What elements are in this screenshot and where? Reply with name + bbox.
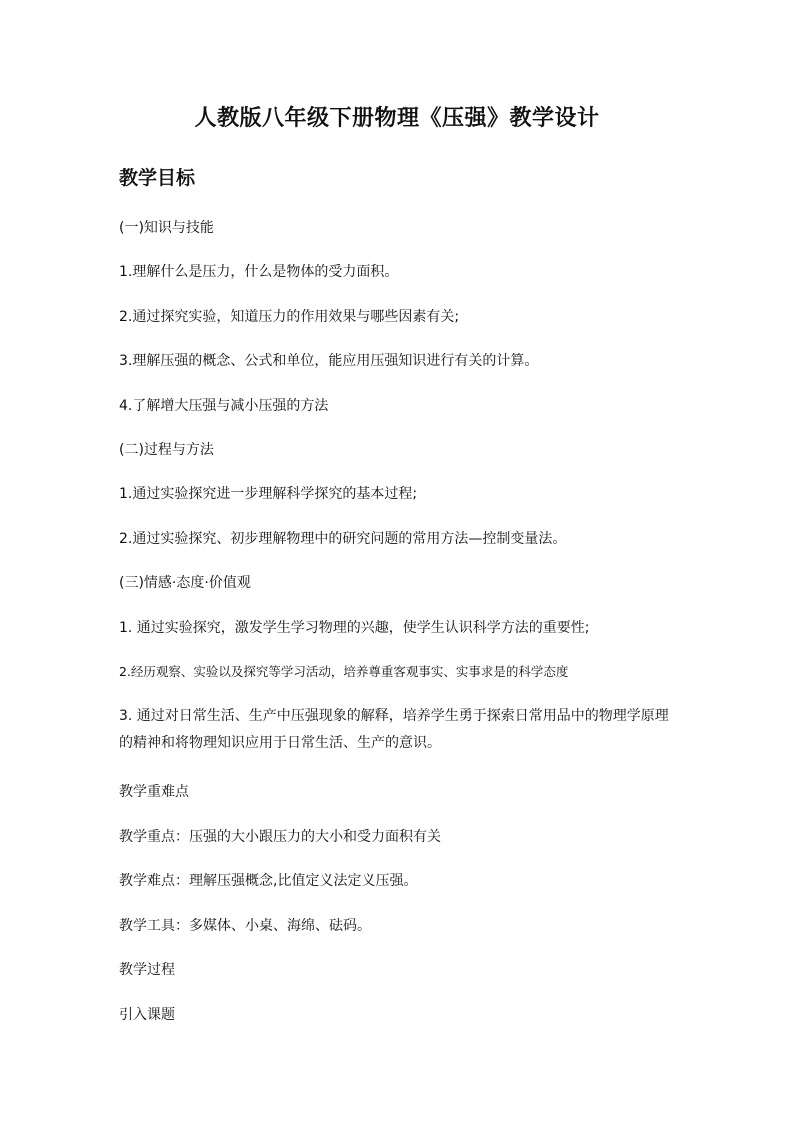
paragraph-line: 1.通过实验探究进一步理解科学探究的基本过程; <box>119 486 418 502</box>
paragraph-line: 教学难点：理解压强概念,比值定义法定义压强。 <box>119 873 418 889</box>
document-title: 人教版八年级下册物理《压强》教学设计 <box>194 105 600 131</box>
paragraph-line: 1. 通过实验探究，激发学生学习物理的兴趣，使学生认识科学方法的重要性; <box>119 620 590 636</box>
paragraph-line: 教学工具：多媒体、小桌、海绵、砝码。 <box>119 918 371 934</box>
subheading-key-difficult-points: 教学重难点 <box>119 784 189 800</box>
subheading-process-method: (二)过程与方法 <box>119 442 214 458</box>
paragraph-line: 教学重点：压强的大小跟压力的大小和受力面积有关 <box>119 829 441 845</box>
section-heading-teaching-goals: 教学目标 <box>119 167 196 189</box>
paragraph-line: 2.通过实验探究、初步理解物理中的研究问题的常用方法—控制变量法。 <box>119 531 567 547</box>
paragraph-line: 3.理解压强的概念、公式和单位，能应用压强知识进行有关的计算。 <box>119 353 539 369</box>
subheading-knowledge-skills: (一)知识与技能 <box>119 220 214 236</box>
subheading-introduction: 引入课题 <box>119 1007 175 1023</box>
subheading-teaching-process: 教学过程 <box>119 962 175 978</box>
paragraph-line: 2.通过探究实验，知道压力的作用效果与哪些因素有关; <box>119 309 460 325</box>
paragraph-line: 4.了解增大压强与减小压强的方法 <box>119 398 329 414</box>
paragraph-line: 1.理解什么是压力，什么是物体的受力面积。 <box>119 264 399 280</box>
paragraph-multiline: 3. 通过对日常生活、生产中压强现象的解释，培养学生勇于探索日常用品中的物理学原理的精神和将物理知识应用于日常生活、生产的意识。 <box>119 708 669 751</box>
subheading-emotion-attitude-values: (三)情感·态度·价值观 <box>119 575 251 591</box>
paragraph-line: 2.经历观察、实验以及探究等学习活动，培养尊重客观事实、实事求是的科学态度 <box>119 664 569 679</box>
